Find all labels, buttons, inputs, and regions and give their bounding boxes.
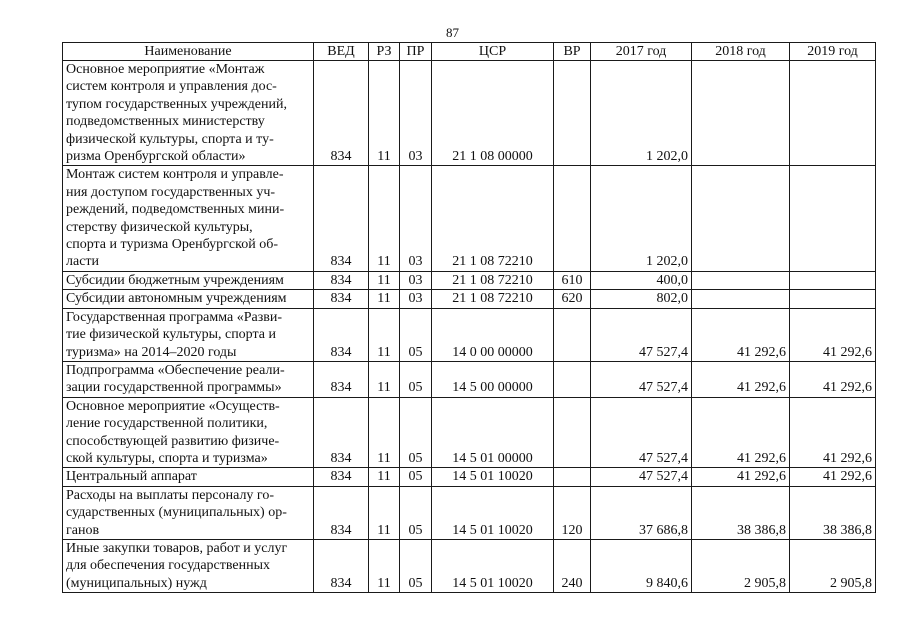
cell-2018 [692,271,790,289]
cell-ved: 834 [314,290,369,308]
cell-2018 [692,290,790,308]
cell-csr: 14 5 01 10020 [432,486,554,539]
cell-csr: 21 1 08 72210 [432,166,554,271]
cell-pr: 03 [400,166,432,271]
cell-vr [554,397,591,468]
cell-rz: 11 [369,468,400,486]
cell-rz: 11 [369,539,400,592]
cell-2017: 47 527,4 [591,308,692,361]
cell-vr [554,166,591,271]
cell-2018: 41 292,6 [692,397,790,468]
cell-csr: 21 1 08 72210 [432,271,554,289]
header-vr: ВР [554,43,591,61]
cell-csr: 14 0 00 00000 [432,308,554,361]
cell-name: Центральный аппарат [63,468,314,486]
cell-2019: 41 292,6 [790,397,876,468]
cell-name: Основное мероприятие «Монтаж систем контроля и управления дос- тупом государственных учреждений, подведомственных министерству физической культуры, спорта и ту- ризма Оренбургской области» [63,61,314,166]
cell-ved: 834 [314,61,369,166]
cell-name: Подпрограмма «Обеспечение реали- зации государственной программы» [63,361,314,397]
cell-name: Монтаж систем контроля и управле- ния доступом государственных уч- реждений, подведомственных мини- стерству физической культуры, спорта и туризма Оренбургской об- ласти [63,166,314,271]
cell-2019 [790,61,876,166]
header-2017: 2017 год [591,43,692,61]
cell-2019: 41 292,6 [790,468,876,486]
cell-2017: 47 527,4 [591,468,692,486]
table-row [63,271,876,289]
cell-2017: 47 527,4 [591,361,692,397]
cell-pr: 05 [400,361,432,397]
cell-csr: 21 1 08 72210 [432,290,554,308]
cell-rz: 11 [369,397,400,468]
header-csr: ЦСР [432,43,554,61]
cell-vr: 610 [554,271,591,289]
table-row [63,468,876,486]
page-number: 87 [446,25,459,40]
cell-2017: 1 202,0 [591,61,692,166]
cell-2019: 41 292,6 [790,308,876,361]
cell-2017: 37 686,8 [591,486,692,539]
cell-pr: 03 [400,271,432,289]
table-row [63,486,876,539]
cell-vr: 240 [554,539,591,592]
header-row [63,43,876,61]
cell-ved: 834 [314,486,369,539]
cell-2017: 1 202,0 [591,166,692,271]
table-row [63,397,876,468]
cell-name: Иные закупки товаров, работ и услуг для обеспечения государственных (муниципальных) нужд [63,539,314,592]
cell-ved: 834 [314,397,369,468]
cell-pr: 05 [400,468,432,486]
table-row [63,166,876,271]
table-header [63,43,876,61]
cell-2019: 38 386,8 [790,486,876,539]
cell-vr [554,308,591,361]
cell-2019: 41 292,6 [790,361,876,397]
cell-2018: 41 292,6 [692,468,790,486]
cell-2017: 47 527,4 [591,397,692,468]
cell-2018: 41 292,6 [692,361,790,397]
cell-ved: 834 [314,271,369,289]
cell-vr [554,468,591,486]
cell-rz: 11 [369,290,400,308]
cell-2018: 41 292,6 [692,308,790,361]
header-2019: 2019 год [790,43,876,61]
cell-rz: 11 [369,61,400,166]
cell-pr: 05 [400,486,432,539]
cell-2018: 38 386,8 [692,486,790,539]
cell-2018: 2 905,8 [692,539,790,592]
cell-vr [554,361,591,397]
cell-csr: 21 1 08 00000 [432,61,554,166]
cell-2019: 2 905,8 [790,539,876,592]
cell-2017: 9 840,6 [591,539,692,592]
cell-name: Государственная программа «Разви- тие физической культуры, спорта и туризма» на 2014–2020 годы [63,308,314,361]
table-row [63,308,876,361]
header-ved: ВЕД [314,43,369,61]
cell-name: Расходы на выплаты персоналу го- сударственных (муниципальных) ор- ганов [63,486,314,539]
cell-2017: 802,0 [591,290,692,308]
cell-2019 [790,290,876,308]
cell-vr: 120 [554,486,591,539]
cell-rz: 11 [369,271,400,289]
table-row [63,539,876,592]
cell-name: Субсидии автономным учреждениям [63,290,314,308]
cell-2019 [790,166,876,271]
cell-vr: 620 [554,290,591,308]
cell-name: Субсидии бюджетным учреждениям [63,271,314,289]
table-body [63,61,876,593]
cell-pr: 05 [400,539,432,592]
budget-table [62,42,876,593]
cell-pr: 03 [400,61,432,166]
cell-2017: 400,0 [591,271,692,289]
cell-ved: 834 [314,468,369,486]
cell-pr: 05 [400,308,432,361]
cell-vr [554,61,591,166]
cell-ved: 834 [314,539,369,592]
header-name: Наименование [63,43,314,61]
cell-rz: 11 [369,361,400,397]
cell-name: Основное мероприятие «Осуществ- ление государственной политики, способствующей развитию физиче- ской культуры, спорта и туризма» [63,397,314,468]
cell-ved: 834 [314,308,369,361]
cell-csr: 14 5 00 00000 [432,361,554,397]
cell-pr: 03 [400,290,432,308]
cell-2018 [692,166,790,271]
cell-ved: 834 [314,361,369,397]
cell-csr: 14 5 01 10020 [432,539,554,592]
table-row [63,361,876,397]
cell-rz: 11 [369,486,400,539]
header-rz: РЗ [369,43,400,61]
cell-csr: 14 5 01 10020 [432,468,554,486]
cell-ved: 834 [314,166,369,271]
table-row [63,61,876,166]
table-row [63,290,876,308]
cell-pr: 05 [400,397,432,468]
cell-2018 [692,61,790,166]
cell-rz: 11 [369,166,400,271]
header-pr: ПР [400,43,432,61]
cell-2019 [790,271,876,289]
cell-rz: 11 [369,308,400,361]
header-2018: 2018 год [692,43,790,61]
cell-csr: 14 5 01 00000 [432,397,554,468]
